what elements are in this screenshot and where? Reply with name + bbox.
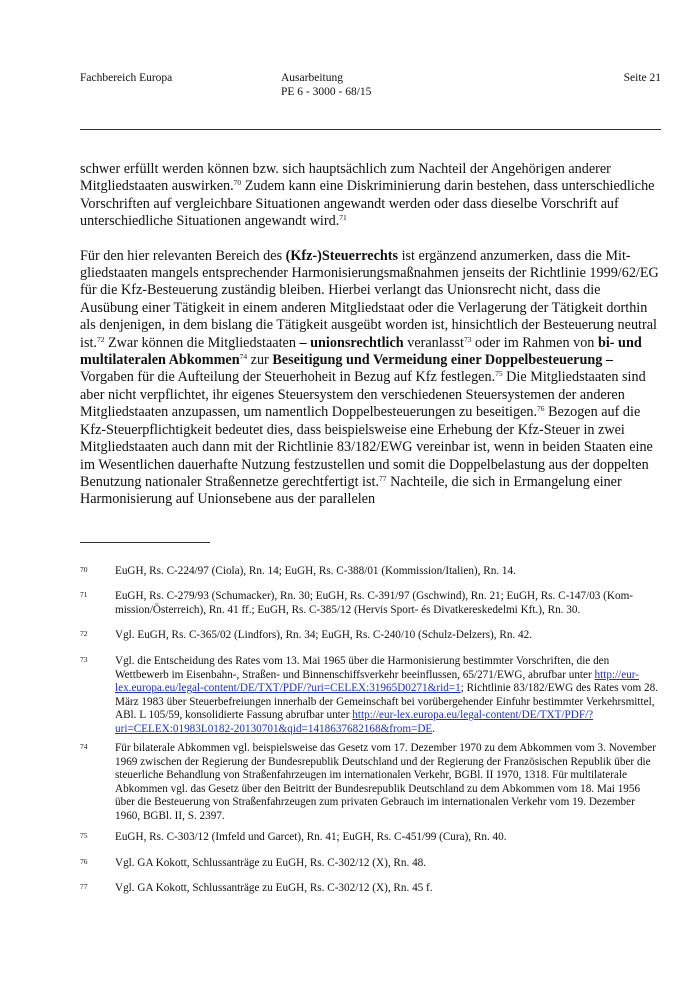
text-run: Für den hier relevanten Bereich des <box>80 247 286 264</box>
footnote-74 <box>80 742 661 824</box>
footnote-number: 77 <box>80 882 88 891</box>
bold-term: Beseitigung und Vermeidung einer Doppelbesteuerung – <box>272 352 613 369</box>
footnote-77 <box>80 882 661 896</box>
footnote-70 <box>80 565 661 579</box>
paragraph-2 <box>80 248 661 509</box>
text-run: ; Richtlinie 83/182/EWG des Rates vom 28. März 1983 über Steuerbefreiungen innerhalb der Gemeinschaft bei vorübergehender Einfuhr bestimmter Verkehrsmittel, ABl. L 105/59, konsolidierte Fassung abrufbar unter <box>115 682 658 722</box>
text-run: Zwar können die Mitgliedstaaten <box>104 334 300 351</box>
main-text <box>80 161 661 509</box>
footnote-text: EuGH, Rs. C-224/97 (Ciola), Rn. 14; EuGH, Rs. C-388/01 (Kommission/Italien), Rn. 14. <box>115 565 516 577</box>
text-run: ist ergänzend anzumerken, dass die Mitgliedstaaten mangels entsprechender Harmonisierungsmaßnahmen jenseits der Richtlinie 1999/62/EG für die Kfz-Besteuerung zuständig bleiben. Hierbei verlangt das Unionsrecht nicht, dass die Ausübung einer Tätigkeit in einem anderen Mitgliedstaat oder die Verlagerung der Tätigkeit dorthin als denjenigen, in dem bislang die Tätigkeit ausgeübt worden ist, hinsichtlich der Besteuerung neutral ist. <box>80 247 659 351</box>
bold-term: bi- und multilateralen Abkommen <box>80 334 642 369</box>
footnote-number: 73 <box>80 655 88 664</box>
paragraph-1 <box>80 161 661 231</box>
header-divider <box>80 129 661 130</box>
footnote-ref-76[interactable]: 76 <box>537 404 545 414</box>
eur-lex-link-65-271[interactable]: http://eur-lex.europa.eu/legal-content/DE/TXT/PDF/?uri=CELEX:31965D0271&rid=1 <box>115 668 640 695</box>
footnote-ref-70[interactable]: 70 <box>233 178 242 188</box>
footnote-number: 75 <box>80 831 88 840</box>
text-run: Nachteile, die sich in Ermangelung einer Harmonisierung auf Unionsebene aus der parallelen <box>80 473 622 508</box>
footnote-ref-71[interactable]: 71 <box>339 213 347 223</box>
eur-lex-link-83-182[interactable]: http://eur-lex.europa.eu/legal-content/DE/TXT/PDF/?uri=CELEX:01983L0182-20130701&qid=1418637682168&from=DE <box>115 709 594 735</box>
footnote-75 <box>80 831 661 845</box>
text-run: oder im Rahmen von <box>471 334 598 351</box>
footnote-number: 70 <box>80 565 88 574</box>
footnote-text: Für bilaterale Abkommen vgl. beispielsweise das Gesetz vom 17. Dezember 1970 zu dem Abkommen vom 3. November 1969 zwischen der Regierung der Bundesrepublik Deutschland und der Regierung der Französischen Republik über die steuerliche Behandlung von Straßenfahrzeugen im internationalen Verkehr, BGBl. II 1970, 1318. Für multilaterale Abkommen vgl. das Gesetz über den Beitritt der Bundesrepublik Deutschland zu dem Abkommen vom 18. Mai 1956 über die Besteuerung von Straßenfahrzeugen zum privaten Gebrauch im internationalen Verkehr vom 19. Dezember 1960, BGBl. II, S. 2397. <box>115 742 656 822</box>
footnote-number: 74 <box>80 742 88 751</box>
text-run: Die Mitgliedstaaten sind aber nicht verpflichtet, ihr eigenes Steuersystem den verschiedenen Steuersystemen der anderen Mitgliedstaaten anzupassen, um namentlich Doppelbesteuerungen zu beseitigen. <box>80 369 646 421</box>
header-doc-type: Ausarbeitung <box>281 72 343 84</box>
footnote-ref-72[interactable]: 72 <box>96 334 105 344</box>
footnote-text <box>115 655 661 737</box>
page-header <box>80 71 661 101</box>
text-run: Zudem kann eine Diskriminierung darin bestehen, dass unterschiedliche Vorschriften auf vergleichbare Situationen angewandt werden oder dass dieselbe Vorschrift auf unterschiedliche Situationen angewandt wird. <box>80 178 655 230</box>
text-run: veranlasst <box>403 334 464 351</box>
page-number: Seite 21 <box>623 72 661 84</box>
text-run: Vorgaben für die Aufteilung der Steuerhoheit in Bezug auf Kfz festlegen. <box>80 369 496 386</box>
footnote-73 <box>80 655 661 737</box>
footnote-number: 71 <box>80 590 88 599</box>
footnote-76 <box>80 857 661 871</box>
footnote-text: Vgl. GA Kokott, Schlussanträge zu EuGH, Rs. C-302/12 (X), Rn. 48. <box>115 857 427 869</box>
text-run: Vgl. die Entscheidung des Rates vom 13. Mai 1965 über die Harmonisierung bestimmter Vorschriften, die den Wettbewerb im Eisenbahn-, Straßen- und Binnenschiffsverkehr beeinflussen, 65/271/EWG, abrufbar unter <box>115 655 610 681</box>
footnote-ref-75[interactable]: 75 <box>495 369 503 379</box>
footnote-ref-73[interactable]: 73 <box>463 334 472 344</box>
footnote-ref-74[interactable]: 74 <box>239 352 248 362</box>
bold-term: (Kfz-)Steuerrechts <box>285 247 399 264</box>
footnote-text: Vgl. GA Kokott, Schlussanträge zu EuGH, Rs. C-302/12 (X), Rn. 45 f. <box>115 882 433 894</box>
header-doc-ref: PE 6 - 3000 - 68/15 <box>281 86 372 98</box>
text-run: schwer erfüllt werden können bzw. sich hauptsächlich zum Nachteil der Angehörigen anderer Mitgliedstaaten auswirken. <box>80 161 611 195</box>
footnote-72 <box>80 629 661 643</box>
text-run: zur <box>247 352 273 369</box>
footnote-text: EuGH, Rs. C-279/93 (Schumacker), Rn. 30; EuGH, Rs. C-391/97 (Gschwind), Rn. 21; EuGH, Rs. C-147/03 (Kommission/Österreich), Rn. 41 ff.; EuGH, Rs. C-385/12 (Hervis Sport- és Divatkereskedelmi Kft.), Rn. 30. <box>115 590 634 616</box>
footnote-text: Vgl. EuGH, Rs. C-365/02 (Lindfors), Rn. 34; EuGH, Rs. C-240/10 (Schulz-Delzers), Rn. 42. <box>115 629 533 641</box>
footnote-text: EuGH, Rs. C-303/12 (Imfeld und Garcet), Rn. 41; EuGH, Rs. C-451/99 (Cura), Rn. 40. <box>115 831 507 843</box>
footnote-divider <box>80 542 210 543</box>
header-department: Fachbereich Europa <box>80 72 173 84</box>
text-run: Bezogen auf die Kfz-Steuerpflichtigkeit bedeutet dies, dass beispielsweise eine Erhebung der Kfz-Steuer in zwei Mitgliedstaaten auch dann mit der Richtlinie 83/182/EWG vereinbar ist, wenn in beiden Staaten eine im Wesentlichen dauerhafte Nutzung festzustellen und somit die Doppelbelastung aus der doppelten Benutzung nationaler Straßennetze gerechtfertigt ist. <box>80 404 653 490</box>
bold-term: – unionsrechtlich <box>299 334 404 351</box>
footnote-number: 72 <box>80 629 88 638</box>
header-document-info <box>281 71 371 99</box>
footnote-71 <box>80 590 661 617</box>
text-run: . <box>432 722 436 735</box>
footnote-number: 76 <box>80 857 88 866</box>
footnote-ref-77[interactable]: 77 <box>379 473 387 483</box>
